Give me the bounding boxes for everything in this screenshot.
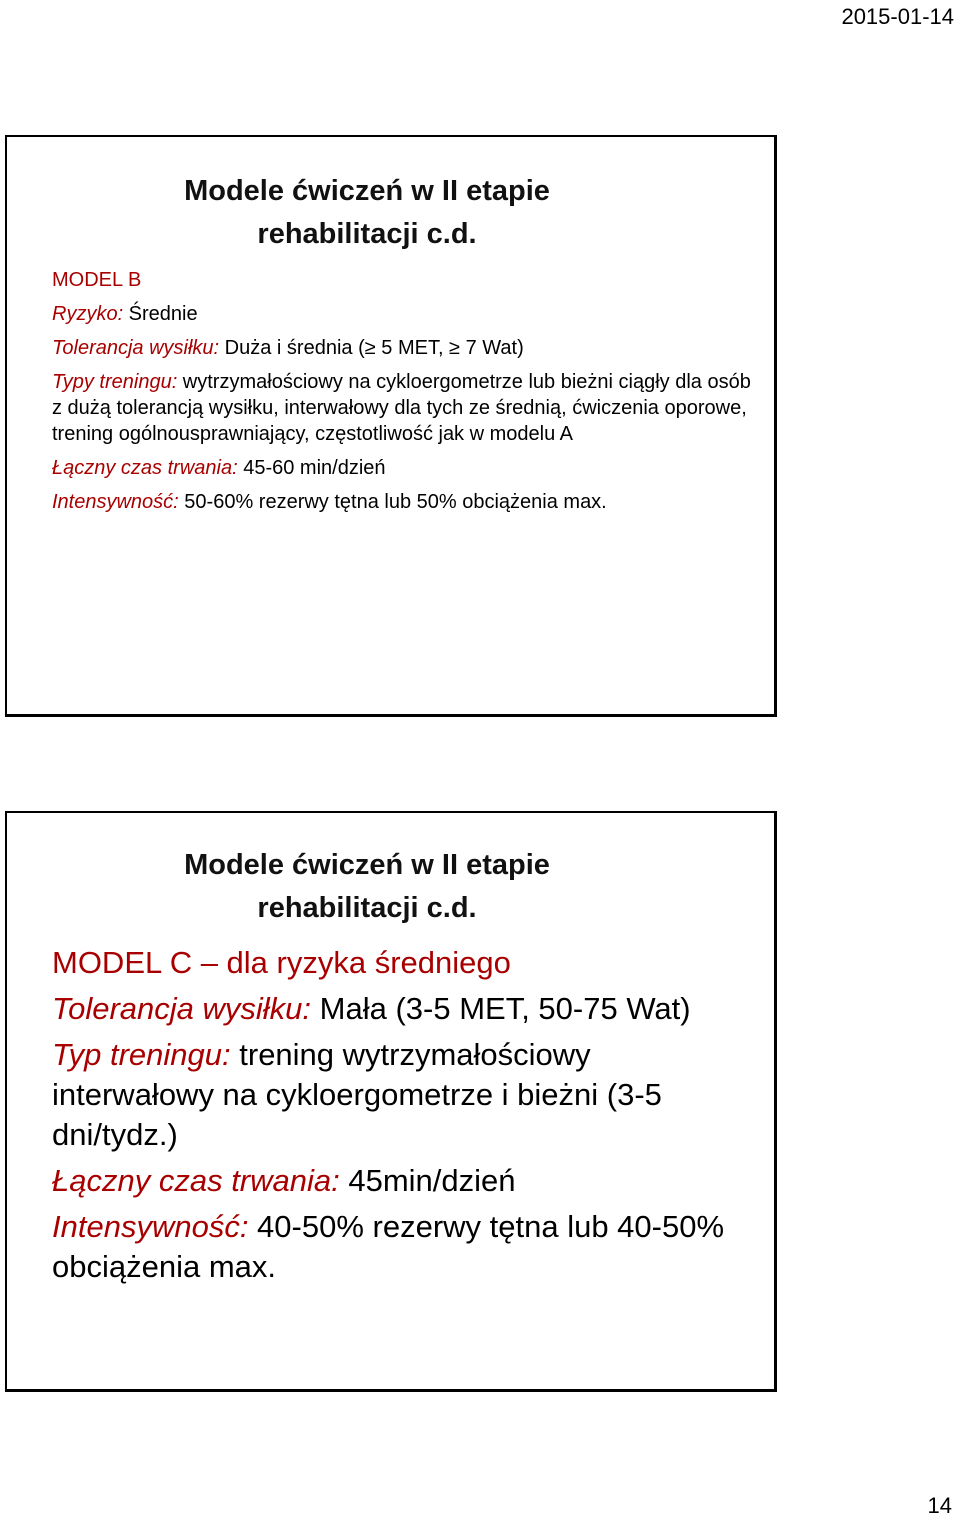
duration-label: Łączny czas trwania: — [52, 1163, 340, 1198]
risk-line — [52, 301, 752, 327]
duration-line — [52, 455, 752, 481]
tolerance-line — [52, 335, 752, 361]
model-heading: MODEL C – dla ryzyka średniego — [52, 945, 511, 980]
slide-title-line1: Modele ćwiczeń w II etapie — [184, 849, 550, 881]
training-label: Typy treningu: — [52, 371, 178, 393]
slide-title-line1: Modele ćwiczeń w II etapie — [184, 175, 550, 207]
intensity-label: Intensywność: — [52, 1209, 249, 1244]
intensity-label: Intensywność: — [52, 491, 179, 513]
slide-title — [7, 170, 727, 256]
tolerance-label: Tolerancja wysiłku: — [52, 337, 220, 359]
model-heading: MODEL B — [52, 269, 142, 291]
slide-title-line2: rehabilitacji c.d. — [257, 218, 477, 250]
slide-body — [52, 943, 752, 1287]
page-date: 2015-01-14 — [841, 4, 954, 29]
risk-value: Średnie — [123, 303, 198, 325]
duration-line — [52, 1161, 752, 1201]
tolerance-label: Tolerancja wysiłku: — [52, 991, 312, 1026]
risk-label: Ryzyko: — [52, 303, 124, 325]
intensity-line — [52, 1207, 752, 1287]
slide-body — [52, 267, 752, 515]
training-value: trening wytrzymałościowy interwałowy na cykloergometrze i bieżni (3-5 dni/tydz.) — [52, 1037, 662, 1152]
tolerance-line — [52, 989, 752, 1029]
tolerance-value: Duża i średnia (≥ 5 MET, ≥ 7 Wat) — [219, 337, 524, 359]
slide-title-line2: rehabilitacji c.d. — [257, 892, 477, 924]
tolerance-value: Mała (3-5 MET, 50-75 Wat) — [311, 991, 691, 1026]
training-label: Typ treningu: — [52, 1037, 231, 1072]
slide-model-b — [5, 135, 777, 717]
slide-title — [7, 844, 727, 930]
duration-value: 45-60 min/dzień — [237, 457, 386, 479]
training-line — [52, 369, 752, 447]
intensity-value: 50-60% rezerwy tętna lub 50% obciążenia max. — [178, 491, 607, 513]
training-line — [52, 1035, 752, 1155]
duration-value: 45min/dzień — [339, 1163, 516, 1198]
intensity-value: 40-50% rezerwy tętna lub 40-50% obciążenia max. — [52, 1209, 725, 1284]
duration-label: Łączny czas trwania: — [52, 457, 238, 479]
page-number: 14 — [927, 1493, 952, 1518]
intensity-line — [52, 489, 752, 515]
training-value: wytrzymałościowy na cykloergometrze lub bieżni ciągły dla osób z dużą tolerancją wysiłku, interwałowy dla tych ze średnią, ćwiczenia oporowe, trening ogólnousprawniający, częstotliwość jak w modelu A — [52, 371, 751, 445]
slide-model-c — [5, 811, 777, 1392]
